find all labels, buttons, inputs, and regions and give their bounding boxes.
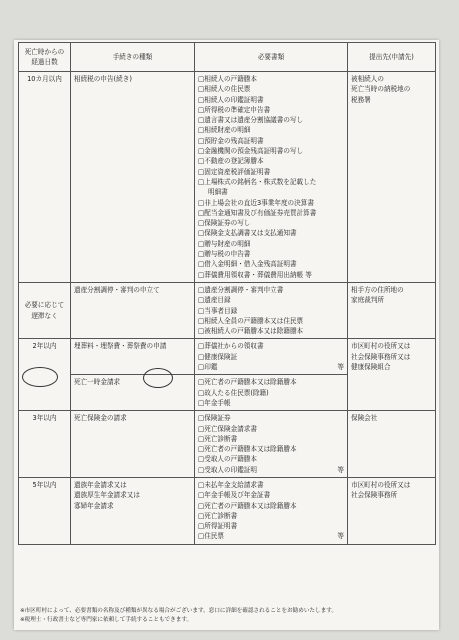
- document-item: □未払年金支給請求書: [198, 480, 264, 489]
- procedure-cell: 遺産分割調停・審判の申立て: [71, 282, 195, 338]
- document-item: □年金手帳: [198, 398, 231, 407]
- document-item: □受取人の印鑑証明 等: [198, 465, 344, 474]
- header-submit-to: 提出先(申請先): [348, 43, 436, 72]
- header-procedure-type: 手続きの種類: [71, 43, 195, 72]
- handwritten-circle-fee: [143, 368, 173, 388]
- header-elapsed-days: 死亡時からの 経過日数: [19, 43, 71, 72]
- table-row: [19, 477, 436, 544]
- destination-cell: 被相続人の 死亡当時の納税地の 税務署: [348, 72, 436, 283]
- footer-note: ※市区町村によって、必要書類の名称及び種類が異なる場合がございます。窓口に詳細を確認されることをお勧めいたします。: [20, 608, 337, 614]
- document-item: □相続人の住民票: [198, 85, 251, 94]
- footer-note: ※税理士・行政書士など専門家に依頼して手続することもできます。: [20, 617, 193, 623]
- period-cell: 必要に応じて 遅滞なく: [19, 282, 71, 338]
- table-header-row: [19, 43, 436, 72]
- document-item: □上場株式の銘柄名・株式数を記載した: [198, 177, 317, 186]
- document-item: □葬儀社からの領収書: [198, 342, 264, 351]
- document-item: □遺産分割調停・審判申立書: [198, 285, 284, 294]
- document-item: □住民票 等: [198, 532, 344, 541]
- document-item: □死亡者の戸籍謄本又は除籍謄本: [198, 378, 297, 387]
- document-item: □受取人の戸籍謄本: [198, 455, 257, 464]
- documents-cell: [195, 339, 348, 375]
- table-row: [19, 282, 436, 338]
- document-item: □相続人の戸籍謄本: [198, 75, 257, 83]
- document-item: □贈与税の申告書: [198, 250, 251, 259]
- document-item: □遺言書又は遺産分割協議書の写し: [198, 116, 304, 125]
- document-item: □印鑑 等: [198, 363, 344, 372]
- table-row: [19, 72, 436, 283]
- document-item: □当事者目録: [198, 306, 238, 315]
- table-row: [19, 339, 436, 375]
- document-item: □相続人全員の戸籍謄本又は住民票: [198, 316, 304, 325]
- document-item: □年金手帳及び年金証書: [198, 491, 271, 500]
- document-item: □固定資産税評価証明書: [198, 167, 271, 176]
- document-page: [14, 40, 439, 630]
- document-item: □相続財産の明細: [198, 126, 251, 135]
- period-cell: 3年以内: [19, 411, 71, 478]
- procedure-cell: 遺族年金請求又は 遺族厚生年金請求又は 寡婦年金請求: [71, 477, 195, 544]
- period-cell: 5年以内: [19, 477, 71, 544]
- documents-cell: [195, 282, 348, 338]
- document-item: □預貯金の残高証明書: [198, 136, 264, 145]
- destination-cell: 相手方の住所地の 家庭裁判所: [348, 282, 436, 338]
- footer-notes: [20, 607, 337, 625]
- destination-cell: 市区町村の役所又は 社会保険事務所: [348, 477, 436, 544]
- document-item: □非上場会社の直近3事業年度の決算書: [198, 198, 314, 207]
- document-item: □所得税の準確定申告書: [198, 105, 271, 114]
- document-item: □保険証券の写し: [198, 219, 251, 228]
- document-item: □被相続人の戸籍謄本又は除籍謄本: [198, 327, 304, 336]
- procedure-cell: 相続税の申告(続き): [71, 72, 195, 283]
- document-item: □不動産の登記簿謄本: [198, 157, 264, 166]
- document-item: □金融機関の預金残高証明書の写し: [198, 147, 304, 156]
- document-item: □贈与財産の明細: [198, 239, 251, 248]
- header-required-documents: 必要書類: [195, 43, 348, 72]
- document-item: □配当金通知書及び有価証券売買計算書: [198, 208, 317, 217]
- document-item: □所得証明書: [198, 522, 238, 531]
- period-cell: 2年以内: [19, 339, 71, 411]
- period-cell: 10カ月以内: [19, 72, 71, 283]
- handwritten-circle-period: [22, 367, 58, 387]
- document-item: □保険証券: [198, 414, 231, 423]
- document-item: □死亡者の戸籍謄本又は除籍謄本: [198, 445, 297, 454]
- documents-cell: [195, 477, 348, 544]
- procedure-cell: 死亡保険金の請求: [71, 411, 195, 478]
- document-item: □死亡診断書: [198, 511, 238, 520]
- procedure-cell: 埋葬料・埋祭費・葬祭費の申請: [71, 339, 195, 375]
- procedures-table: [18, 42, 436, 545]
- document-item: □保険金支払調書又は支払通知書: [198, 229, 297, 238]
- documents-cell: [195, 72, 348, 283]
- document-item: □健康保険証: [198, 352, 238, 361]
- document-item: □遺産目録: [198, 296, 231, 305]
- document-item: □借入金明細・借入金残高証明書: [198, 260, 297, 269]
- documents-cell: [195, 375, 348, 411]
- document-item: 明細書: [208, 188, 228, 197]
- procedure-cell: 死亡一時金請求: [71, 375, 195, 411]
- document-item: □死亡診断書: [198, 434, 238, 443]
- document-item: □死亡者の戸籍謄本又は除籍謄本: [198, 501, 297, 510]
- documents-cell: [195, 411, 348, 478]
- destination-cell: 市区町村の役所又は 社会保険事務所又は 健康保険組合: [348, 339, 436, 411]
- document-item: □相続人の印鑑証明書: [198, 95, 264, 104]
- document-item: □故人たる住民票(除籍): [198, 388, 269, 397]
- document-item: □死亡保険金請求書: [198, 424, 257, 433]
- document-item: □葬儀費用領収書・葬儀費用出納帳 等: [198, 270, 312, 279]
- table-row: [19, 411, 436, 478]
- destination-cell: 保険会社: [348, 411, 436, 478]
